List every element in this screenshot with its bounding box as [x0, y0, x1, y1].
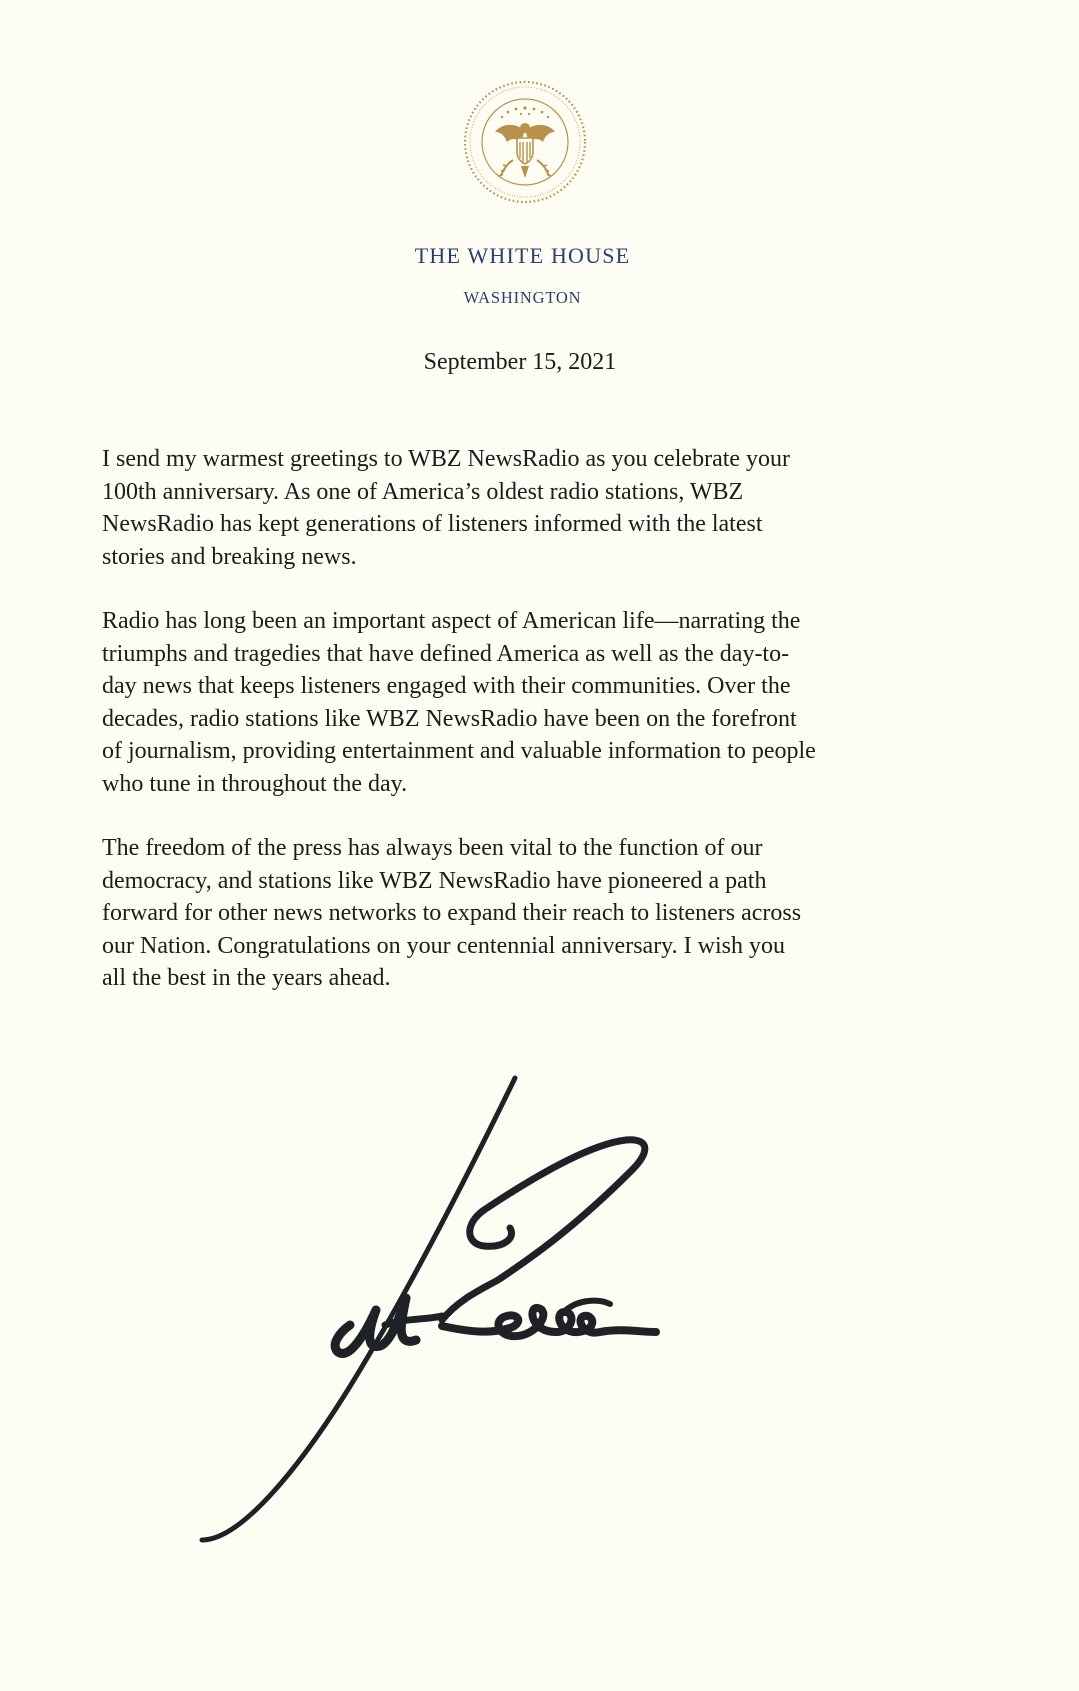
letter-paragraph: I send my warmest greetings to WBZ NewsRadio as you celebrate your 100th anniversary. As one of America’s oldest radio stations, WBZ NewsRadio has kept generations of listeners informed with the latest stories and breaking news. — [102, 446, 791, 570]
presidential-seal-icon — [461, 78, 589, 206]
letter-paragraph: The freedom of the press has always been vital to the function of our democracy, and stations like WBZ NewsRadio have pioneered a path forward for other news networks to expand their reach to listeners across our Nation. Congratulations on your centennial anniversary. I wish you all the best in the years ahead. — [102, 835, 802, 991]
handwritten-signature-icon — [180, 1070, 800, 1550]
letter-date: September 15, 2021 — [423, 349, 617, 375]
letter-paragraph: Radio has long been an important aspect of American life—narrating the triumphs and tragedies that have defined America as well as the day-to- day news that keeps listeners engaged with their communities. Over the decades, radio stations like WBZ NewsRadio have been on the forefront of journalism, providing entertainment and valuable information to people who tune in throughout the day. — [102, 608, 816, 797]
letterhead-location: WASHINGTON — [463, 288, 582, 307]
letterhead-title: THE WHITE HOUSE — [414, 243, 631, 268]
letter-body — [102, 443, 972, 1027]
